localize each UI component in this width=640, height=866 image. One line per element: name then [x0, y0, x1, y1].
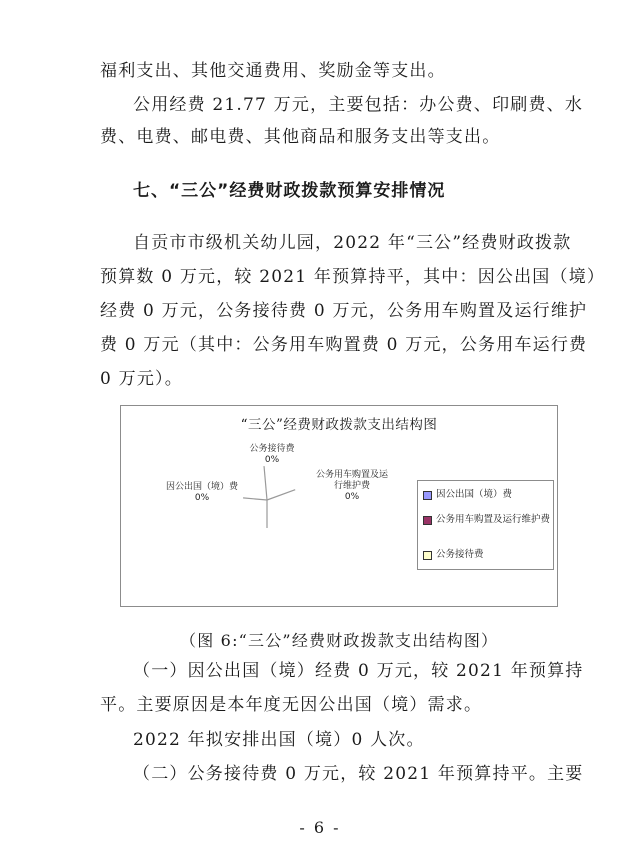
data-label-vehicle — [307, 470, 397, 503]
legend-label: 公务接待费 — [436, 549, 484, 560]
data-label-guest-text: 公务接待费 — [249, 444, 295, 454]
data-label-vehicle-text-2: 行维护费 — [333, 481, 370, 491]
legend-item — [423, 514, 554, 526]
pie-chart — [120, 405, 558, 607]
pie-slice-vehicle — [267, 490, 295, 500]
data-label-abroad-text: 因公出国（境）费 — [165, 482, 238, 492]
body-line: （一）因公出国（境）经费 0 万元，较 2021 年预算持 — [133, 661, 584, 681]
data-label-vehicle-text: 公务用车购置及运 — [315, 470, 388, 480]
body-line: 福利支出、其他交通费用、奖励金等支出。 — [100, 61, 446, 81]
section-heading: 七、“三公”经费财政拨款预算安排情况 — [133, 181, 446, 201]
body-line: 费 0 万元（其中：公务用车购置费 0 万元，公务用车运行费 — [100, 335, 588, 355]
data-label-vehicle-value: 0% — [344, 492, 360, 502]
body-line: 0 万元）。 — [100, 369, 183, 389]
legend-item — [423, 549, 554, 561]
legend-swatch — [423, 516, 432, 525]
data-label-guest — [237, 444, 307, 466]
body-line: （二）公务接待费 0 万元，较 2021 年预算持平。主要 — [133, 764, 584, 784]
data-label-guest-value: 0% — [264, 455, 280, 465]
figure-caption: （图 6:“三公”经费财政拨款支出结构图） — [180, 631, 499, 650]
legend-label: 公务用车购置及运行维护费 — [436, 514, 551, 525]
chart-legend — [417, 480, 554, 570]
body-line: 经费 0 万元，公务接待费 0 万元，公务用车购置及运行维护 — [100, 301, 588, 321]
page-number: - 6 - — [299, 818, 341, 837]
legend-swatch — [423, 551, 432, 560]
body-line: 预算数 0 万元，较 2021 年预算持平，其中：因公出国（境） — [100, 267, 606, 287]
pie-slice-guest — [264, 466, 267, 500]
legend-item — [423, 489, 554, 501]
body-line: 费、电费、邮电费、其他商品和服务支出等支出。 — [100, 127, 501, 147]
body-line: 自贡市市级机关幼儿园，2022 年“三公”经费财政拨款 — [133, 233, 572, 253]
data-label-abroad-value: 0% — [194, 493, 210, 503]
legend-swatch — [423, 491, 432, 500]
legend-label: 因公出国（境）费 — [436, 489, 513, 500]
body-line: 公用经费 21.77 万元，主要包括：办公费、印刷费、水 — [133, 95, 584, 115]
body-line: 平。主要原因是本年度无因公出国（境）需求。 — [100, 695, 483, 715]
chart-title: “三公”经费财政拨款支出结构图 — [240, 417, 438, 433]
data-label-abroad — [157, 482, 247, 504]
body-line: 2022 年拟安排出国（境）0 人次。 — [133, 730, 425, 750]
